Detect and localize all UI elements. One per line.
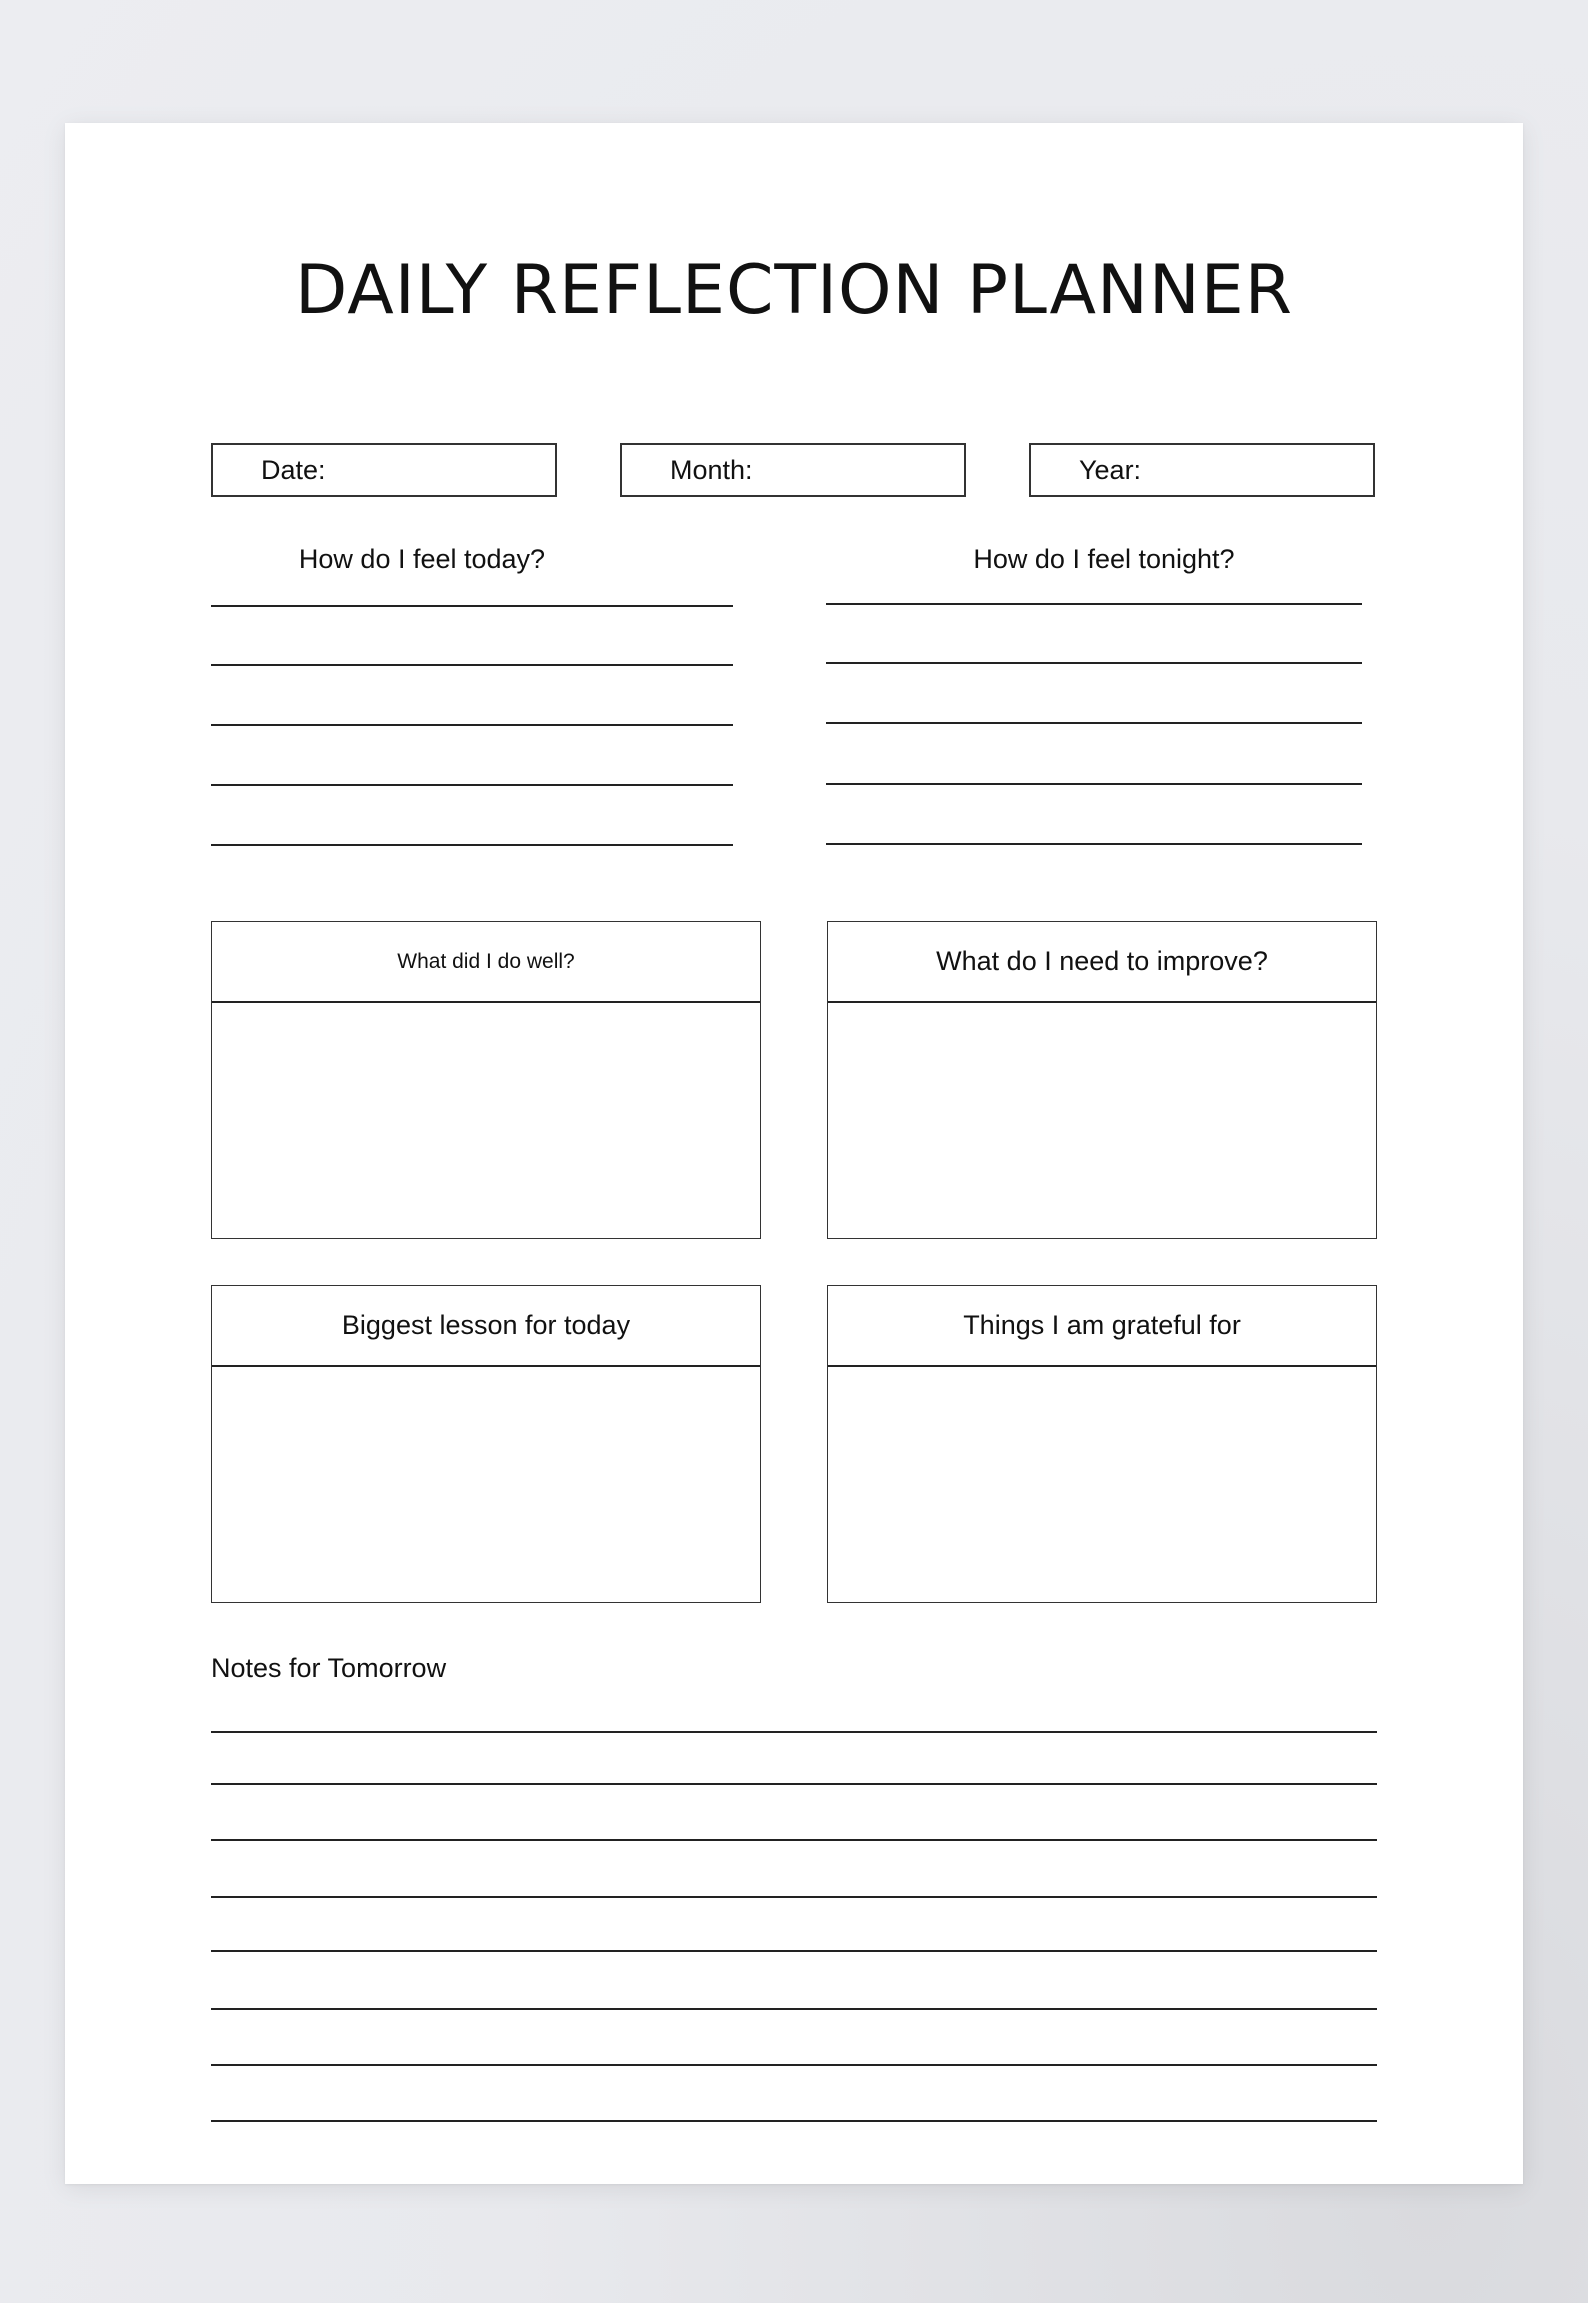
notes-heading: Notes for Tomorrow xyxy=(211,1653,447,1683)
notes-line[interactable] xyxy=(211,2008,1377,2010)
page-title: DAILY REFLECTION PLANNER xyxy=(295,251,1293,330)
planner-page xyxy=(65,123,1523,2184)
notes-line[interactable] xyxy=(211,1731,1377,1733)
improve-box[interactable] xyxy=(827,921,1377,1239)
feel-tonight-heading: How do I feel tonight? xyxy=(973,544,1235,574)
did-well-heading: What did I do well? xyxy=(212,922,760,1003)
date-field[interactable] xyxy=(211,443,557,497)
writing-line[interactable] xyxy=(211,724,733,726)
feel-tonight-section xyxy=(826,541,1362,577)
month-label: Month: xyxy=(670,454,753,485)
notes-line[interactable] xyxy=(211,1839,1377,1841)
notes-line[interactable] xyxy=(211,1896,1377,1898)
notes-line[interactable] xyxy=(211,1783,1377,1785)
feel-today-section xyxy=(211,541,733,577)
writing-line[interactable] xyxy=(211,605,733,607)
notes-line[interactable] xyxy=(211,1950,1377,1952)
improve-heading: What do I need to improve? xyxy=(828,922,1376,1003)
notes-line[interactable] xyxy=(211,2120,1377,2122)
writing-line[interactable] xyxy=(826,603,1362,605)
notes-line[interactable] xyxy=(211,2064,1377,2066)
grateful-heading: Things I am grateful for xyxy=(828,1286,1376,1367)
year-field[interactable] xyxy=(1029,443,1375,497)
month-field[interactable] xyxy=(620,443,966,497)
writing-line[interactable] xyxy=(826,722,1362,724)
writing-line[interactable] xyxy=(826,843,1362,845)
date-label: Date: xyxy=(261,454,326,485)
lesson-heading: Biggest lesson for today xyxy=(212,1286,760,1367)
writing-line[interactable] xyxy=(211,664,733,666)
feel-today-heading: How do I feel today? xyxy=(298,544,546,574)
did-well-box[interactable] xyxy=(211,921,761,1239)
lesson-box[interactable] xyxy=(211,1285,761,1603)
writing-line[interactable] xyxy=(211,784,733,786)
writing-line[interactable] xyxy=(826,662,1362,664)
writing-line[interactable] xyxy=(211,844,733,846)
writing-line[interactable] xyxy=(826,783,1362,785)
year-label: Year: xyxy=(1079,454,1142,485)
grateful-box[interactable] xyxy=(827,1285,1377,1603)
